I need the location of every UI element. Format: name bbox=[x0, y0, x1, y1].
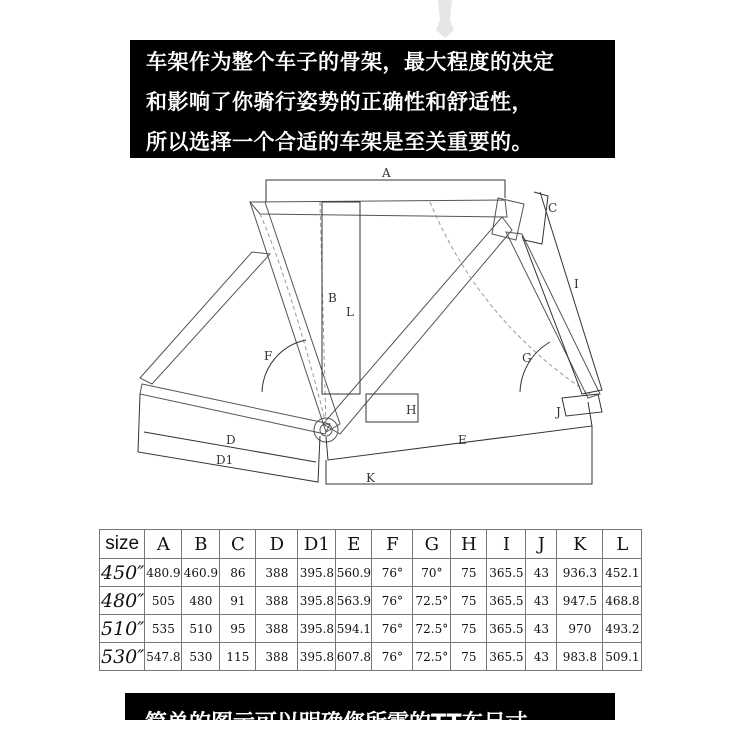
table-cell: 75 bbox=[451, 559, 487, 587]
col-header: E bbox=[336, 530, 372, 559]
table-cell: 547.8 bbox=[145, 643, 182, 671]
col-header: size bbox=[100, 530, 145, 559]
table-cell: 970 bbox=[557, 615, 603, 643]
intro-line-2: 和影响了你骑行姿势的正确性和舒适性， bbox=[146, 90, 533, 114]
size-cell: 530″ bbox=[100, 643, 145, 671]
size-cell: 480″ bbox=[100, 587, 145, 615]
table-cell: 365.5 bbox=[487, 559, 526, 587]
table-cell: 388 bbox=[256, 643, 298, 671]
table-cell: 76° bbox=[372, 615, 413, 643]
table-cell: 365.5 bbox=[487, 587, 526, 615]
table-cell: 607.8 bbox=[336, 643, 372, 671]
intro-banner bbox=[130, 40, 615, 158]
table-cell: 936.3 bbox=[557, 559, 603, 587]
table-cell: 493.2 bbox=[603, 615, 642, 643]
table-row bbox=[100, 587, 642, 615]
top-tube bbox=[250, 200, 507, 217]
table-cell: 75 bbox=[451, 587, 487, 615]
col-header: H bbox=[451, 530, 487, 559]
table-header-row bbox=[100, 530, 642, 559]
label-D1: D1 bbox=[216, 453, 234, 467]
label-J: J bbox=[556, 405, 561, 419]
table-cell: 72.5° bbox=[413, 587, 451, 615]
col-header: G bbox=[413, 530, 451, 559]
table-cell: 70° bbox=[413, 559, 451, 587]
label-B: B bbox=[328, 291, 337, 305]
col-header: A bbox=[145, 530, 182, 559]
table-cell: 983.8 bbox=[557, 643, 603, 671]
top-decor-icon bbox=[428, 0, 462, 38]
geometry-table bbox=[99, 529, 642, 671]
table-cell: 594.1 bbox=[336, 615, 372, 643]
table-cell: 510 bbox=[182, 615, 220, 643]
table-cell: 43 bbox=[526, 587, 557, 615]
table-cell: 86 bbox=[220, 559, 256, 587]
table-cell: 115 bbox=[220, 643, 256, 671]
table-cell: 468.8 bbox=[603, 587, 642, 615]
label-F: F bbox=[264, 349, 273, 363]
label-G: G bbox=[522, 351, 532, 365]
table-cell: 76° bbox=[372, 587, 413, 615]
table-cell: 560.9 bbox=[336, 559, 372, 587]
seat-stay bbox=[140, 252, 273, 384]
table-cell: 43 bbox=[526, 559, 557, 587]
col-header: D1 bbox=[298, 530, 336, 559]
footer-text: 简单的图示可以明确您所需的TT车尺寸 bbox=[145, 711, 528, 736]
table-cell: 76° bbox=[372, 559, 413, 587]
table-cell: 365.5 bbox=[487, 615, 526, 643]
table-cell: 43 bbox=[526, 615, 557, 643]
fork bbox=[506, 232, 600, 398]
size-cell: 510″ bbox=[100, 615, 145, 643]
label-E: E bbox=[458, 433, 467, 447]
table-cell: 460.9 bbox=[182, 559, 220, 587]
label-H: H bbox=[406, 403, 417, 417]
col-header: C bbox=[220, 530, 256, 559]
label-K: K bbox=[366, 471, 375, 485]
table-cell: 480.9 bbox=[145, 559, 182, 587]
label-C: C bbox=[548, 201, 558, 215]
table-cell: 509.1 bbox=[603, 643, 642, 671]
col-header: K bbox=[557, 530, 603, 559]
table-cell: 505 bbox=[145, 587, 182, 615]
col-header: F bbox=[372, 530, 413, 559]
size-cell: 450″ bbox=[100, 559, 145, 587]
label-L: L bbox=[346, 305, 354, 319]
table-cell: 395.8 bbox=[298, 615, 336, 643]
col-header: L bbox=[603, 530, 642, 559]
table-cell: 388 bbox=[256, 615, 298, 643]
frame-geometry-diagram bbox=[130, 162, 610, 492]
table-cell: 480 bbox=[182, 587, 220, 615]
table-cell: 395.8 bbox=[298, 559, 336, 587]
table-cell: 530 bbox=[182, 643, 220, 671]
chain-stay bbox=[140, 384, 330, 434]
table-cell: 91 bbox=[220, 587, 256, 615]
table-cell: 535 bbox=[145, 615, 182, 643]
seat-tube bbox=[250, 202, 340, 432]
table-cell: 395.8 bbox=[298, 587, 336, 615]
col-header: D bbox=[256, 530, 298, 559]
table-cell: 395.8 bbox=[298, 643, 336, 671]
intro-line-1: 车架作为整个车子的骨架，最大程度的决定 bbox=[146, 50, 555, 74]
table-cell: 75 bbox=[451, 615, 487, 643]
footer-banner bbox=[125, 693, 615, 736]
col-header: I bbox=[487, 530, 526, 559]
label-I: I bbox=[574, 277, 579, 291]
table-cell: 72.5° bbox=[413, 615, 451, 643]
table-cell: 563.9 bbox=[336, 587, 372, 615]
table-cell: 365.5 bbox=[487, 643, 526, 671]
table-cell: 43 bbox=[526, 643, 557, 671]
table-cell: 76° bbox=[372, 643, 413, 671]
label-D: D bbox=[226, 433, 236, 447]
table-body bbox=[100, 559, 642, 671]
table-row bbox=[100, 643, 642, 671]
intro-line-3: 所以选择一个合适的车架是至关重要的。 bbox=[146, 130, 533, 154]
table-cell: 452.1 bbox=[603, 559, 642, 587]
table-cell: 388 bbox=[256, 559, 298, 587]
table-cell: 95 bbox=[220, 615, 256, 643]
col-header: B bbox=[182, 530, 220, 559]
col-header: J bbox=[526, 530, 557, 559]
table-cell: 947.5 bbox=[557, 587, 603, 615]
table-cell: 72.5° bbox=[413, 643, 451, 671]
table-cell: 388 bbox=[256, 587, 298, 615]
table-row bbox=[100, 615, 642, 643]
label-A: A bbox=[382, 166, 391, 180]
table-row bbox=[100, 559, 642, 587]
table-cell: 75 bbox=[451, 643, 487, 671]
